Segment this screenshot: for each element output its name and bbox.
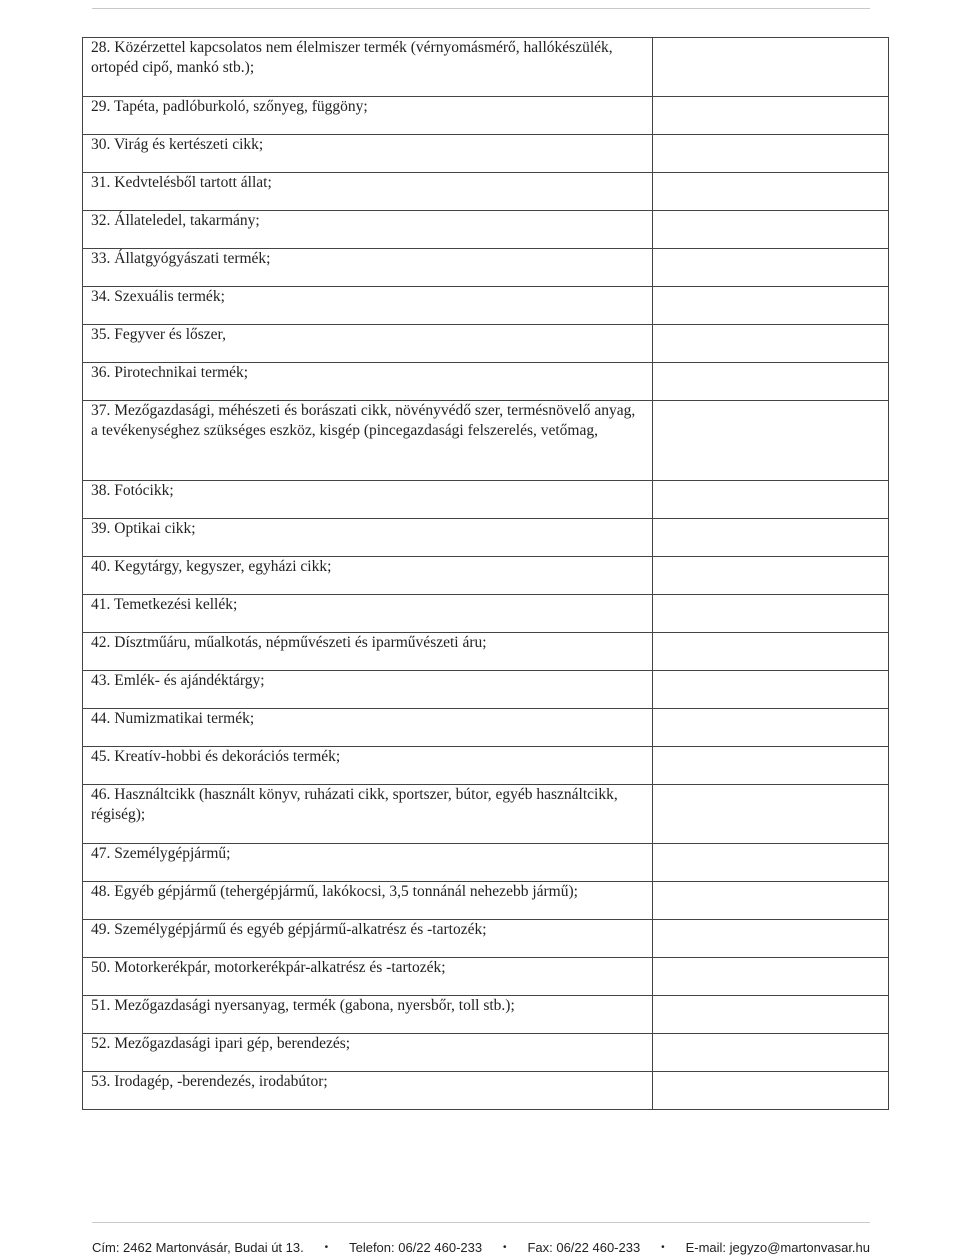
checkbox-cell[interactable] <box>653 958 889 996</box>
table-row <box>83 882 889 920</box>
checkbox-cell[interactable] <box>653 996 889 1034</box>
table-row <box>83 595 889 633</box>
checkbox-cell[interactable] <box>653 633 889 671</box>
checkbox-cell[interactable] <box>653 173 889 211</box>
table-row <box>83 173 889 211</box>
table-row <box>83 97 889 135</box>
item-text: 46. Használtcikk (használt könyv, ruházati cikk, sportszer, bútor, egyéb használtcikk, régiség); <box>83 785 653 844</box>
table-row <box>83 325 889 363</box>
table-row <box>83 844 889 882</box>
item-text: 35. Fegyver és lőszer, <box>83 325 653 363</box>
header-rule <box>92 8 870 9</box>
table-row <box>83 671 889 709</box>
footer-rule <box>92 1222 870 1223</box>
item-text: 42. Dísztműáru, műalkotás, népművészeti és iparművészeti áru; <box>83 633 653 671</box>
checkbox-cell[interactable] <box>653 882 889 920</box>
item-text: 28. Közérzettel kapcsolatos nem élelmiszer termék (vérnyomásmérő, hallókészülék, ortopéd cipő, mankó stb.); <box>83 38 653 97</box>
checkbox-cell[interactable] <box>653 785 889 844</box>
footer-email: E-mail: jegyzo@martonvasar.hu <box>685 1240 870 1255</box>
item-text: 50. Motorkerékpár, motorkerékpár-alkatrész és -tartozék; <box>83 958 653 996</box>
checkbox-cell[interactable] <box>653 747 889 785</box>
checkbox-cell[interactable] <box>653 1072 889 1110</box>
table-row <box>83 958 889 996</box>
item-text: 40. Kegytárgy, kegyszer, egyházi cikk; <box>83 557 653 595</box>
table-row <box>83 519 889 557</box>
table-row <box>83 363 889 401</box>
item-text: 33. Állatgyógyászati termék; <box>83 249 653 287</box>
checkbox-cell[interactable] <box>653 135 889 173</box>
footer-address: Cím: 2462 Martonvásár, Budai út 13. <box>92 1240 304 1255</box>
table-row <box>83 1072 889 1110</box>
bullet-separator: • <box>324 1242 329 1253</box>
item-text: 51. Mezőgazdasági nyersanyag, termék (gabona, nyersbőr, toll stb.); <box>83 996 653 1034</box>
item-text: 49. Személygépjármű és egyéb gépjármű-alkatrész és -tartozék; <box>83 920 653 958</box>
table-row <box>83 633 889 671</box>
table-row <box>83 135 889 173</box>
bullet-separator: • <box>661 1242 665 1253</box>
page-footer <box>92 1240 870 1255</box>
table-row <box>83 211 889 249</box>
table-row <box>83 401 889 481</box>
checkbox-cell[interactable] <box>653 97 889 135</box>
item-text: 37. Mezőgazdasági, méhészeti és borászati cikk, növényvédő szer, termésnövelő anyag, a tevékenységhez szükséges eszköz, kisgép (pincegazdasági felszerelés, vetőmag, <box>83 401 653 481</box>
product-category-table <box>82 37 889 1110</box>
table-row <box>83 747 889 785</box>
item-text: 39. Optikai cikk; <box>83 519 653 557</box>
item-text: 47. Személygépjármű; <box>83 844 653 882</box>
item-text: 41. Temetkezési kellék; <box>83 595 653 633</box>
table-row <box>83 481 889 519</box>
table-row <box>83 709 889 747</box>
item-text: 34. Szexuális termék; <box>83 287 653 325</box>
table-row <box>83 920 889 958</box>
checkbox-cell[interactable] <box>653 481 889 519</box>
item-text: 52. Mezőgazdasági ipari gép, berendezés; <box>83 1034 653 1072</box>
item-text: 44. Numizmatikai termék; <box>83 709 653 747</box>
item-text: 48. Egyéb gépjármű (tehergépjármű, lakókocsi, 3,5 tonnánál nehezebb jármű); <box>83 882 653 920</box>
checkbox-cell[interactable] <box>653 595 889 633</box>
item-text: 43. Emlék- és ajándéktárgy; <box>83 671 653 709</box>
footer-phone: Telefon: 06/22 460-233 <box>349 1240 483 1255</box>
checkbox-cell[interactable] <box>653 557 889 595</box>
table-row <box>83 996 889 1034</box>
checkbox-cell[interactable] <box>653 38 889 97</box>
checkbox-cell[interactable] <box>653 920 889 958</box>
checkbox-cell[interactable] <box>653 519 889 557</box>
checkbox-cell[interactable] <box>653 709 889 747</box>
item-text: 31. Kedvtelésből tartott állat; <box>83 173 653 211</box>
checkbox-cell[interactable] <box>653 401 889 481</box>
checkbox-cell[interactable] <box>653 287 889 325</box>
table-row <box>83 1034 889 1072</box>
item-text: 45. Kreatív-hobbi és dekorációs termék; <box>83 747 653 785</box>
table-row <box>83 785 889 844</box>
bullet-separator: • <box>503 1242 507 1253</box>
checkbox-cell[interactable] <box>653 363 889 401</box>
table-row <box>83 249 889 287</box>
item-text: 30. Virág és kertészeti cikk; <box>83 135 653 173</box>
item-text: 29. Tapéta, padlóburkoló, szőnyeg, függöny; <box>83 97 653 135</box>
table-row <box>83 557 889 595</box>
checkbox-cell[interactable] <box>653 249 889 287</box>
item-text: 32. Állateledel, takarmány; <box>83 211 653 249</box>
item-text: 53. Irodagép, -berendezés, irodabútor; <box>83 1072 653 1110</box>
checkbox-cell[interactable] <box>653 1034 889 1072</box>
table-row <box>83 287 889 325</box>
table-row <box>83 38 889 97</box>
checkbox-cell[interactable] <box>653 844 889 882</box>
checkbox-cell[interactable] <box>653 671 889 709</box>
item-text: 36. Pirotechnikai termék; <box>83 363 653 401</box>
checkbox-cell[interactable] <box>653 211 889 249</box>
footer-fax: Fax: 06/22 460-233 <box>527 1240 641 1255</box>
item-text: 38. Fotócikk; <box>83 481 653 519</box>
checkbox-cell[interactable] <box>653 325 889 363</box>
